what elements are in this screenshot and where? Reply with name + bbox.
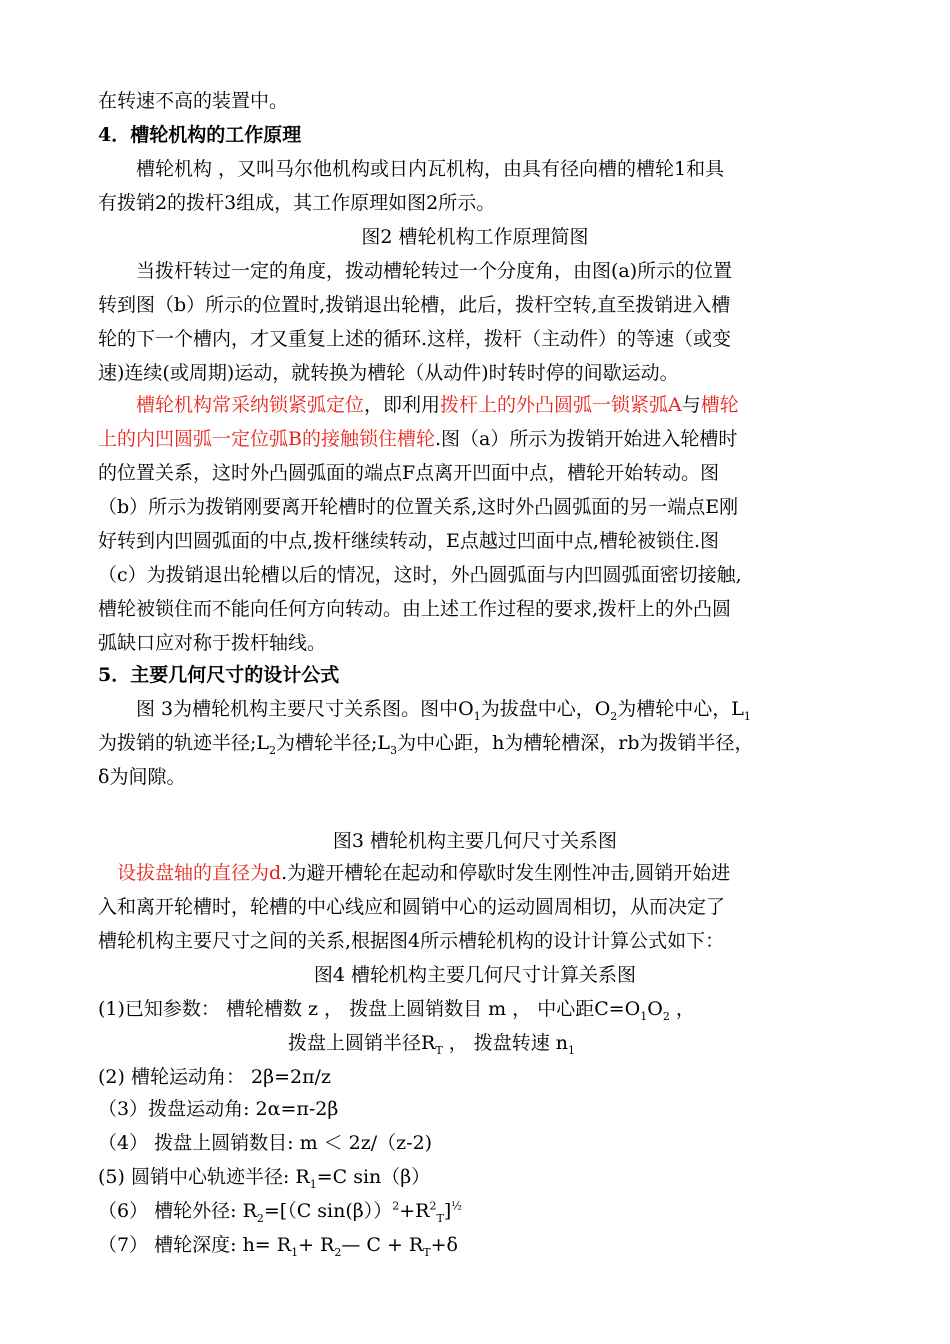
s4-p2-line3: 轮的下一个槽内，才又重复上述的循环.这样，拨杆（主动件）的等速（或变 [98,328,732,350]
text-run: — C + R [341,1234,424,1256]
superscript: 2 [429,1199,437,1213]
text-run: =[（C sin(β）） [263,1200,393,1222]
section-5-heading: 5．主要几何尺寸的设计公式 [98,664,340,686]
text-run: （6） 槽轮外径: R [98,1200,257,1222]
s4-p2-line2: 转到图（b）所示的位置时,拨销退出轮槽，此后，拨杆空转,直至拨销进入槽 [98,294,731,316]
text-run: ] [443,1200,452,1222]
figure-4-caption: 图4 槽轮机构主要几何尺寸计算关系图 [313,964,637,986]
highlight-text: 槽轮 [700,394,739,416]
s4-p3-line7: 槽轮被锁住而不能向任何方向转动。由上述工作过程的要求,拨杆上的外凸圆 [98,598,732,620]
s5-p2-line2: 入和离开轮槽时，轮槽的中心线应和圆销中心的运动圆周相切，从而决定了 [98,896,726,918]
intro-tail: 在转速不高的装置中。 [98,90,289,112]
text-run: 为中心距，h为槽轮槽深，rb为拨销半径， [397,732,754,754]
superscript: 2 [392,1199,400,1213]
text-run: ，即利用 [364,394,441,416]
text-run: 为拔盘中心，O [480,698,611,720]
text-run: 图 3为槽轮机构主要尺寸关系图。图中O [98,698,474,720]
formula-7 [98,1232,458,1258]
highlight-text: 拨杆上的外凸圆弧一锁紧弧A [440,394,682,416]
subscript: T [436,1211,444,1225]
text-run: 为槽轮半径;L [276,732,391,754]
formula-6 [98,1198,462,1224]
subscript: 2 [256,1211,264,1225]
s4-p1-line2: 有拨销2的拨杆3组成，其工作原理如图2所示。 [98,192,496,214]
s5-p2-line1 [98,860,730,886]
subscript: 1 [640,1009,648,1023]
s5-p1-line2 [98,730,754,756]
text-run: .图（a）所示为拨销开始进入轮槽时 [434,428,738,450]
text-run: (5) 圆销中心轨迹半径: R [98,1166,310,1188]
s4-p3-line8: 弧缺口应对称于拨杆轴线。 [98,632,327,654]
s4-p3-line1 [98,392,739,418]
s4-p1-line1: 槽轮机构 ，又叫马尔他机构或日内瓦机构，由具有径向槽的槽轮1和具 [98,158,725,180]
text-run: 拨盘上圆销半径R [288,1032,436,1054]
figure-2-caption: 图2 槽轮机构工作原理简图 [361,226,589,248]
subscript: 3 [390,743,398,757]
subscript: 1 [473,709,481,723]
text-run: 为槽轮中心，L [617,698,744,720]
subscript: T [435,1043,443,1057]
subscript: 2 [610,709,618,723]
text-run: 为拨销的轨迹半径;L [98,732,270,754]
subscript: 1 [743,709,751,723]
text-run: ， 拨盘转速 n [442,1032,569,1054]
subscript: T [423,1245,431,1259]
subscript: 2 [662,1009,670,1023]
s4-p3-line4: （b）所示为拨销刚要离开轮槽时的位置关系,这时外凸圆弧面的另一端点E刚 [98,496,739,518]
text-run: .为避开槽轮在起动和停歇时发生刚性冲击,圆销开始进 [281,862,731,884]
formula-1-continued [288,1030,575,1056]
formula-3: （3）拨盘运动角: 2α=π-2β [98,1098,339,1120]
text-run: （7） 槽轮深度: h= R [98,1234,292,1256]
s4-p3-line3: 的位置关系，这时外凸圆弧面的端点F点离开凹面中点，槽轮开始转动。图 [98,462,720,484]
text-run: 与 [681,394,701,416]
s4-p2-line1: 当拨杆转过一定的角度，拨动槽轮转过一个分度角，由图(a)所示的位置 [98,260,733,282]
text-run: (1)已知参数： 槽轮槽数 z ， 拨盘上圆销数目 m ， 中心距C=O [98,998,641,1020]
subscript: 1 [291,1245,299,1259]
s4-p3-line6: （c）为拨销退出轮槽以后的情况，这时，外凸圆弧面与内凹圆弧面密切接触, [98,564,742,586]
text-run: =C sin（β） [316,1166,431,1188]
text-run: +R [399,1200,430,1222]
text-run: + R [298,1234,335,1256]
superscript: ½ [451,1199,462,1213]
s4-p2-line4: 速)连续(或周期)运动，就转换为槽轮（从动件)时转时停的间歇运动。 [98,362,679,384]
figure-3-caption: 图3 槽轮机构主要几何尺寸关系图 [332,830,618,852]
subscript: 1 [568,1043,576,1057]
highlight-text: 上的内凹圆弧一定位弧B的接触锁住槽轮 [98,428,435,450]
highlight-text: 槽轮机构常采纳锁紧弧定位 [98,394,365,416]
section-4-heading: 4．槽轮机构的工作原理 [98,124,302,146]
formula-4: （4） 拨盘上圆销数目: m ＜ 2z/（z-2) [98,1132,433,1154]
subscript: 1 [309,1177,317,1191]
formula-1 [98,996,695,1022]
subscript: 2 [269,743,277,757]
subscript: 2 [334,1245,342,1259]
s5-p2-line3: 槽轮机构主要尺寸之间的关系,根据图4所示槽轮机构的设计计算公式如下： [98,930,725,952]
text-run: O [647,998,663,1020]
text-run: ， [669,998,695,1020]
s4-p3-line2 [98,426,737,452]
text-run: +δ [430,1234,458,1256]
formula-5 [98,1164,430,1190]
formula-2: (2) 槽轮运动角： 2β=2π/z [98,1066,331,1088]
s4-p3-line5: 好转到内凹圆弧面的中点,拨杆继续转动，E点越过凹面中点,槽轮被锁住.图 [98,530,719,552]
s5-p1-line3: δ为间隙。 [98,766,186,788]
highlight-text: 设拔盘轴的直径为d [98,862,282,884]
s5-p1-line1 [98,696,751,722]
